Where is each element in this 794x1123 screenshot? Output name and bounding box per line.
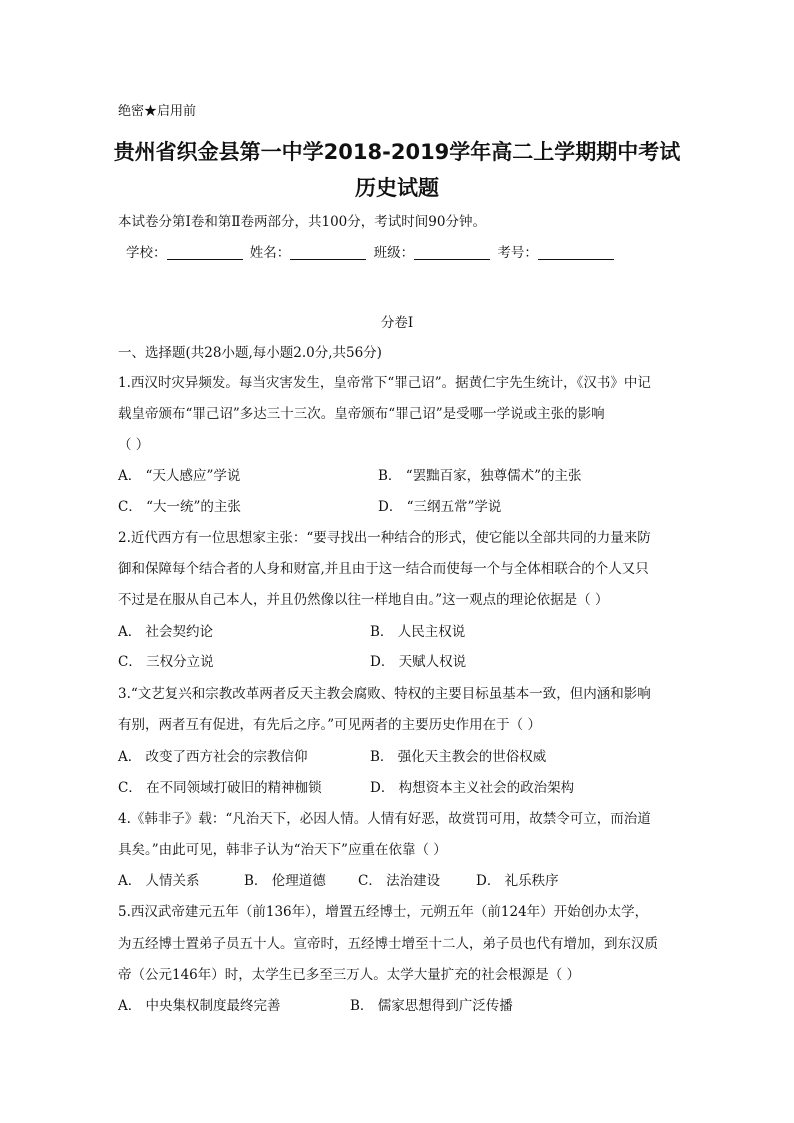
question-2-option-d[interactable]: D． 天赋人权说	[370, 654, 467, 670]
exam-number-blank[interactable]	[538, 245, 614, 260]
exam-intro: 本试卷分第Ⅰ卷和第Ⅱ卷两部分，共100分，考试时间90分钟。	[118, 214, 486, 230]
question-2-option-c[interactable]: C． 三权分立说	[118, 654, 214, 670]
student-info-row	[126, 243, 617, 263]
question-1-option-c[interactable]: C． “大一统”的主张	[118, 499, 241, 515]
school-label: 学校：	[126, 245, 167, 261]
question-4-stem-line: 4.《韩非子》载：“凡治天下，必因人情。人情有好恶，故赏罚可用，故禁令可立，而治道	[118, 811, 651, 827]
question-3-stem-line: 有别，两者互有促进，有先后之序。”可见两者的主要历史作用在于（ ）	[118, 717, 541, 733]
question-2-option-a[interactable]: A． 社会契约论	[118, 624, 214, 640]
question-3-stem-line: 3.“文艺复兴和宗教改革两者反天主教会腐败、特权的主要目标虽基本一致，但内涵和影响	[118, 686, 651, 702]
question-3-option-b[interactable]: B． 强化天主教会的世俗权威	[370, 749, 547, 765]
question-4-stem-line: 具矣。”由此可见，韩非子认为“治天下”应重在依靠（ ）	[118, 842, 447, 858]
question-5-option-a[interactable]: A． 中央集权制度最终完善	[118, 998, 281, 1014]
question-2-stem-line: 不过是在服从自己本人，并且仍然像以往一样地自由。”这一观点的理论依据是（ ）	[118, 592, 609, 608]
question-3-option-a[interactable]: A． 改变了西方社会的宗教信仰	[118, 749, 308, 765]
question-5-stem-line: 5.西汉武帝建元五年（前136年），增置五经博士，元朔五年（前124年）开始创办太学，	[118, 904, 649, 920]
question-1-option-a[interactable]: A． “天人感应”学说	[118, 468, 241, 484]
question-1-option-d[interactable]: D． “三纲五常”学说	[378, 499, 502, 515]
exam-subtitle: 历史试题	[355, 176, 439, 200]
name-label: 姓名：	[249, 245, 291, 261]
exam-number-label: 考号：	[497, 245, 538, 261]
secret-mark: 绝密★启用前	[118, 104, 197, 119]
question-1-stem-line: 载皇帝颁布“罪己诏”多达三十三次。皇帝颁布“罪己诏”是受哪一学说或主张的影响	[118, 406, 605, 422]
section-title: 分卷I	[380, 315, 414, 331]
question-2-stem-line: 御和保障每个结合者的人身和财富,并且由于这一结合而使每一个与全体相联合的个人又只	[118, 561, 649, 577]
question-4-option-b[interactable]: B． 伦理道德	[244, 873, 326, 889]
class-blank[interactable]	[414, 245, 490, 260]
question-2-option-b[interactable]: B． 人民主权说	[370, 624, 466, 640]
question-5-stem-line: 为五经博士置弟子员五十人。宣帝时，五经博士增至十二人，弟子员也代有增加，到东汉质	[118, 936, 658, 952]
question-4-option-a[interactable]: A． 人情关系	[118, 873, 200, 889]
school-blank[interactable]	[167, 245, 243, 260]
name-blank[interactable]	[290, 245, 366, 260]
question-5-option-b[interactable]: B． 儒家思想得到广泛传播	[350, 998, 513, 1014]
question-1-stem-line: 1.西汉时灾异频发。每当灾害发生，皇帝常下“罪己诏”。据黄仁宇先生统计，《汉书》中记	[118, 375, 651, 391]
question-5-stem-line: 帝（公元146年）时，太学生已多至三万人。太学大量扩充的社会根源是（ ）	[118, 967, 581, 983]
question-3-option-c[interactable]: C． 在不同领域打破旧的精神枷锁	[118, 780, 322, 796]
class-label: 班级：	[373, 245, 415, 261]
question-2-stem-line: 2.近代西方有一位思想家主张：“要寻找出一种结合的形式，使它能以全部共同的力量来防	[118, 530, 651, 546]
question-1-option-b[interactable]: B． “罢黜百家，独尊儒术”的主张	[378, 468, 582, 484]
question-4-option-c[interactable]: C． 法治建设	[358, 873, 441, 889]
question-1-stem-line: （ ）	[118, 437, 150, 453]
question-4-option-d[interactable]: D． 礼乐秩序	[476, 873, 559, 889]
question-3-option-d[interactable]: D． 构想资本主义社会的政治架构	[370, 780, 575, 796]
exam-title: 贵州省织金县第一中学2018-2019学年高二上学期期中考试	[113, 140, 681, 164]
part-heading: 一、选择题(共28小题,每小题2.0分,共56分)	[118, 345, 382, 361]
